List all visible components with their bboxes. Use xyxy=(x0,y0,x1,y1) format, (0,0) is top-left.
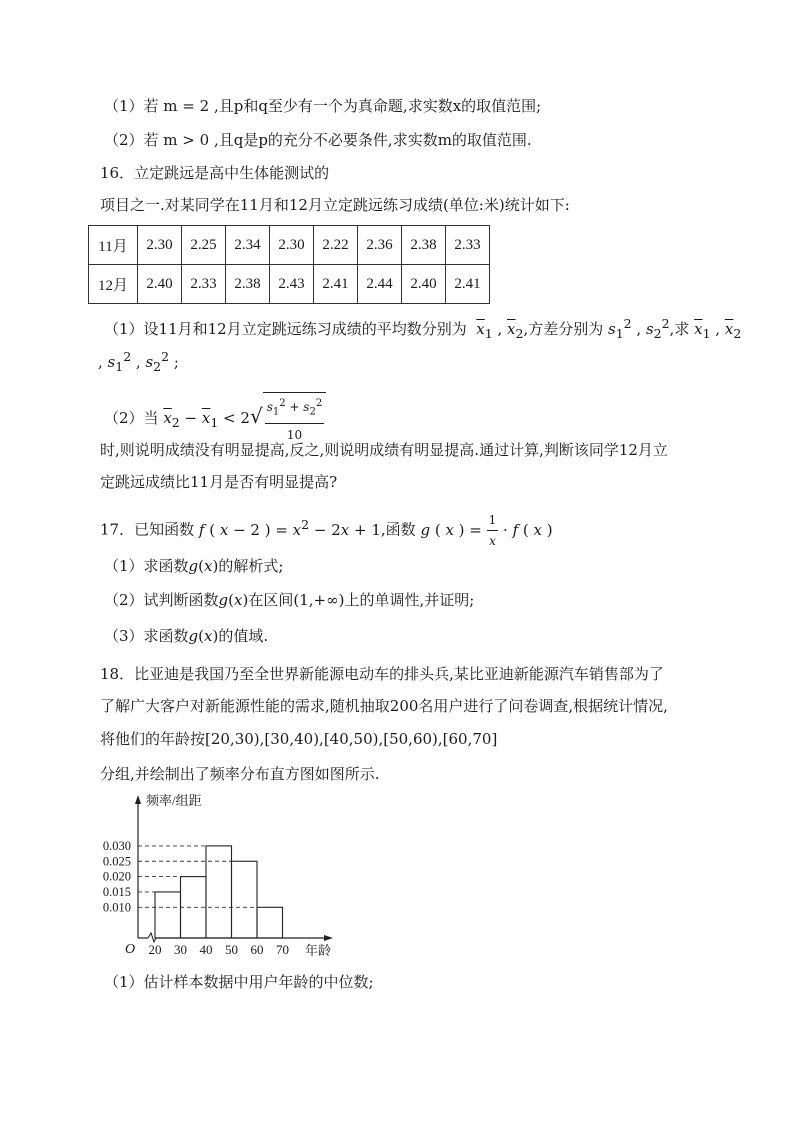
y-tick-label: 0.030 xyxy=(102,838,131,853)
q16-part2-line2: 定跳远成绩比11月是否有明显提高? xyxy=(100,473,338,491)
y-tick-label: 0.015 xyxy=(102,884,131,899)
score-cell: 2.38 xyxy=(402,226,446,265)
score-cell: 2.40 xyxy=(402,265,446,304)
scores-table xyxy=(88,225,490,304)
x-axis-label: 年龄 xyxy=(304,943,332,958)
score-cell: 2.38 xyxy=(226,265,270,304)
mean-symbols: $\overline{x}_1$ , $\overline{x}_2$ xyxy=(476,320,524,341)
q16-part1-cont: , $s_1^2$ , $s_2^2$ ; xyxy=(98,349,179,374)
histogram-bar xyxy=(206,846,232,938)
q18-line1: 18．比亚迪是我国乃至全世界新能源电动车的排头兵,某比亚迪新能源汽车销售部为了 xyxy=(100,665,664,683)
score-cell: 2.33 xyxy=(182,265,226,304)
row-label: 12月 xyxy=(89,265,138,304)
x-tick-label: 20 xyxy=(148,942,162,957)
q16-part1: （1）设11月和12月立定跳远练习成绩的平均数分别为 $\overline{x}_1$ , $\overline{x}_2$,方差分别为 $s_1^2$ , $s_2^2$,求 $\overline{x}_1$ , $\overline{x}_2$ xyxy=(104,316,742,341)
score-cell: 2.41 xyxy=(314,265,358,304)
q18-line4: 分组,并绘制出了频率分布直方图如图所示. xyxy=(100,765,380,783)
score-cell: 2.34 xyxy=(226,226,270,265)
score-cell: 2.43 xyxy=(270,265,314,304)
q16-line2: 项目之一.对某同学在11月和12月立定跳远练习成绩(单位:米)统计如下: xyxy=(100,196,570,214)
g-definition: g ( x ) = $\frac{1}{x}$ · f ( x ) xyxy=(420,521,552,539)
score-cell: 2.25 xyxy=(182,226,226,265)
q16-part2-condition: （2）当 $\overline{x}_2 - \overline{x}_1 < 2√$ $\frac{s_1^2 + s_2^2}{10}$ xyxy=(104,392,326,446)
row-label: 11月 xyxy=(89,226,138,265)
score-cell: 2.30 xyxy=(270,226,314,265)
q18-line2: 了解广大客户对新能源性能的需求,随机抽取200名用户进行了问卷调查,根据统计情况, xyxy=(100,697,668,715)
score-cell: 2.33 xyxy=(446,226,490,265)
q17-part1: （1）求函数g(x)的解析式; xyxy=(104,557,284,575)
inequality-formula: $\overline{x}_2 - \overline{x}_1 < 2√$ $\frac{s_1^2 + s_2^2}{10}$ xyxy=(163,409,326,427)
x-tick-label: 60 xyxy=(250,942,264,957)
score-cell: 2.30 xyxy=(138,226,182,265)
x-axis-arrow xyxy=(324,935,333,941)
histogram-bar xyxy=(257,907,283,938)
q17-part3: （3）求函数g(x)的值域. xyxy=(104,627,269,645)
table-row xyxy=(89,226,490,265)
table-row xyxy=(89,265,490,304)
variance-symbols: $s_1^2$ , $s_2^2$ xyxy=(608,316,670,341)
q18-part1: （1）估计样本数据中用户年龄的中位数; xyxy=(104,973,374,991)
q17-part2: （2）试判断函数g(x)在区间(1,+∞)上的单调性,并证明; xyxy=(104,591,475,609)
score-cell: 2.36 xyxy=(358,226,402,265)
q15-part2: （2）若 m > 0 ,且q是p的充分不必要条件,求实数m的取值范围. xyxy=(104,131,532,149)
frequency-histogram xyxy=(90,790,350,960)
score-cell: 2.40 xyxy=(138,265,182,304)
x-tick-label: 40 xyxy=(199,942,213,957)
origin-label: O xyxy=(124,942,136,957)
y-axis-arrow xyxy=(135,795,141,804)
score-cell: 2.22 xyxy=(314,226,358,265)
q16-line1: 16．立定跳远是高中生体能测试的 xyxy=(100,164,330,182)
score-cell: 2.41 xyxy=(446,265,490,304)
q17-stem: 17．已知函数 f ( x − 2 ) = $x^2 - 2x + 1$,函数 g ( x ) = $\frac{1}{x}$ · f ( x ) xyxy=(100,510,553,551)
f-definition: f ( x − 2 ) = $x^2 - 2x + 1$ xyxy=(198,516,381,539)
score-cell: 2.44 xyxy=(358,265,402,304)
mean-symbols-repeat: $\overline{x}_1$ , $\overline{x}_2$ xyxy=(694,320,742,341)
x-tick-label: 50 xyxy=(225,942,238,957)
x-tick-label: 70 xyxy=(276,942,289,957)
q18-line3: 将他们的年龄按[20,30),[30,40),[40,50),[50,60),[60,70] xyxy=(100,730,498,748)
histogram-bar xyxy=(155,892,181,938)
y-axis-label: 频率/组距 xyxy=(146,793,202,808)
y-tick-label: 0.025 xyxy=(102,854,131,869)
y-tick-label: 0.020 xyxy=(102,869,131,884)
q15-part1: （1）若 m = 2 ,且p和q至少有一个为真命题,求实数x的取值范围; xyxy=(104,97,542,115)
x-tick-label: 30 xyxy=(174,942,187,957)
y-tick-label: 0.010 xyxy=(102,900,131,915)
histogram-bar xyxy=(232,861,258,938)
q16-part2-line: 时,则说明成绩没有明显提高,反之,则说明成绩有明显提高.通过计算,判断该同学12月立 xyxy=(100,441,668,459)
